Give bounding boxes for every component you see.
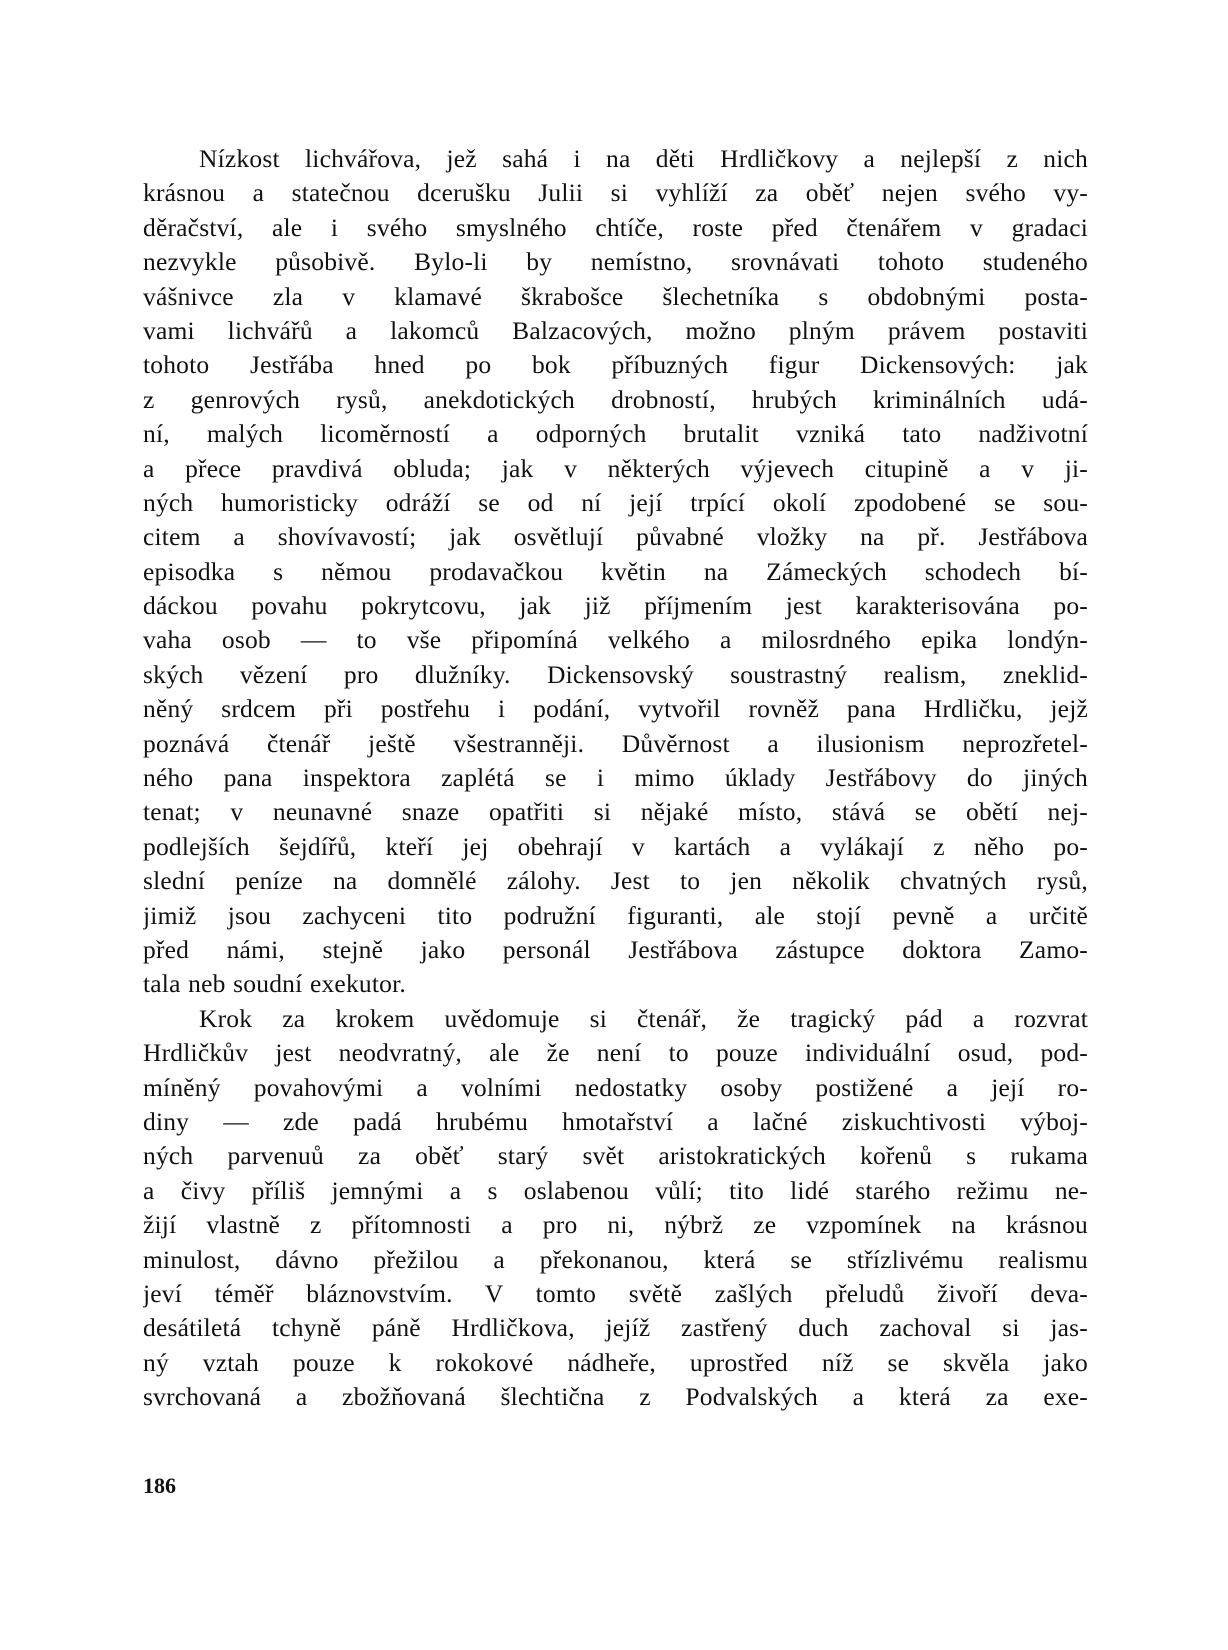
text-line: tohoto Jestřába hned po bok příbuzných figur Dickensových: jak <box>143 350 1088 380</box>
text-line: ní, malých licoměrností a odporných brutalit vzniká tato nadživotní <box>143 419 1088 449</box>
text-line: Hrdličkův jest neodvratný, ale že není to pouze individuální osud, pod- <box>143 1038 1088 1068</box>
text-line: poznává čtenář ještě všestranněji. Důvěrnost a ilusionism neprozřetel- <box>143 728 1088 758</box>
text-line: ných humoristicky odráží se od ní její trpící okolí zpodobené se sou- <box>143 487 1088 517</box>
paragraph-2 <box>143 1002 1088 1415</box>
text-line: ný vztah pouze k rokokové nádheře, uprostřed níž se skvěla jako <box>143 1347 1088 1377</box>
text-line: žijí vlastně z přítomnosti a pro ni, nýbrž ze vzpomínek na krásnou <box>143 1210 1088 1240</box>
body-text <box>143 142 1088 1414</box>
text-line: jimiž jsou zachyceni tito podružní figuranti, ale stojí pevně a určitě <box>143 900 1088 930</box>
text-line: ného pana inspektora zaplétá se i mimo úklady Jestřábovy do jiných <box>143 763 1088 793</box>
text-line: z genrových rysů, anekdotických drobností, hrubých kriminálních udá- <box>143 384 1088 414</box>
text-line: vášnivce zla v klamavé škrabošce šlechetníka s obdobnými posta- <box>143 281 1088 311</box>
text-line: Krok za krokem uvědomuje si čtenář, že tragický pád a rozvrat <box>199 1003 1088 1033</box>
text-line: vami lichvářů a lakomců Balzacových, možno plným právem postaviti <box>143 315 1088 345</box>
page-number: 186 <box>143 1473 176 1498</box>
text-line: diny — zde padá hrubému hmotařství a lačné ziskuchtivosti výboj- <box>143 1106 1088 1136</box>
text-line: episodka s němou prodavačkou květin na Zámeckých schodech bí- <box>143 556 1088 586</box>
text-line: a přece pravdivá obluda; jak v některých výjevech citupině a v ji- <box>143 453 1088 483</box>
text-line: desátiletá tchyně páně Hrdličkova, jejíž zastřený duch zachoval si jas- <box>143 1313 1088 1343</box>
paragraph-1 <box>143 142 1088 1002</box>
text-line: něný srdcem při postřehu i podání, vytvořil rovněž pana Hrdličku, jejž <box>143 694 1088 724</box>
text-line: Nízkost lichvářova, jež sahá i na děti Hrdličkovy a nejlepší z nich <box>199 144 1088 173</box>
text-line: nezvykle působivě. Bylo-li by nemístno, srovnávati tohoto studeného <box>143 247 1088 277</box>
text-line: ných parvenuů za oběť starý svět aristokratických kořenů s rukama <box>143 1141 1088 1171</box>
text-line: a čivy příliš jemnými a s oslabenou vůlí; tito lidé starého režimu ne- <box>143 1175 1088 1205</box>
text-line: před námi, stejně jako personál Jestřábova zástupce doktora Zamo- <box>143 934 1088 964</box>
text-line: slední peníze na domnělé zálohy. Jest to jen několik chvatných rysů, <box>143 866 1088 896</box>
text-line: děračství, ale i svého smyslného chtíče, roste před čtenářem v gradaci <box>143 212 1088 242</box>
text-line: svrchovaná a zbožňovaná šlechtična z Podvalských a která za exe- <box>143 1382 1088 1412</box>
text-line: minulost, dávno přežilou a překonanou, která se střízlivému realismu <box>143 1244 1088 1274</box>
text-line: jeví téměř bláznovstvím. V tomto světě zašlých přeludů živoří deva- <box>143 1278 1088 1308</box>
text-line: vaha osob — to vše připomíná velkého a milosrdného epika londýn- <box>143 625 1088 655</box>
text-line: tala neb soudní exekutor. <box>143 969 406 999</box>
text-line: míněný povahovými a volními nedostatky osoby postižené a její ro- <box>143 1072 1088 1102</box>
text-line: dáckou povahu pokrytcovu, jak již příjmením jest karakterisována po- <box>143 591 1088 621</box>
text-line: krásnou a statečnou dcerušku Julii si vyhlíží za oběť nejen svého vy- <box>143 178 1088 208</box>
text-line: ských vězení pro dlužníky. Dickensovský soustrastný realism, zneklid- <box>143 659 1088 689</box>
text-line: tenat; v neunavné snaze opatřiti si nějaké místo, stává se obětí nej- <box>143 797 1088 827</box>
text-line: citem a shovívavostí; jak osvětlují půvabné vložky na př. Jestřábova <box>143 522 1088 552</box>
text-line: podlejších šejdířů, kteří jej obehrají v kartách a vylákají z něho po- <box>143 831 1088 861</box>
